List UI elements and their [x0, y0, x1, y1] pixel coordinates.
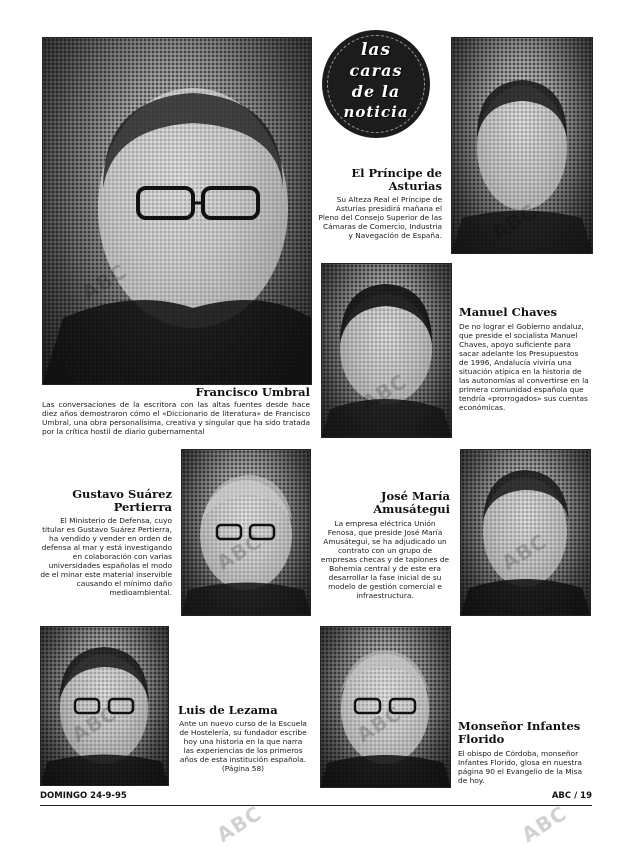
name-monsenor-infantes-florido: Monseñor Infantes Florido [458, 719, 581, 746]
footer-page-number: ABC / 19 [551, 791, 592, 801]
footer-date: DOMINGO 24-9-95 [40, 791, 127, 801]
abc-watermark: ABC [212, 800, 267, 847]
photo-gustavo-suarez-pertierra [181, 449, 311, 616]
portrait-silhouette-icon [41, 627, 168, 785]
photo-francisco-umbral [42, 37, 312, 385]
badge-word-3: de la [351, 82, 401, 101]
photo-luis-de-lezama [40, 626, 169, 786]
badge-word-1: las [360, 40, 392, 60]
text-jose-maria-amusategui: La empresa eléctrica Unión Fenosa, que preside José María Amusátegui, se ha adjudicado un contrato con un grupo de empresas checas y de tapiones de Bohemia central y de este era desarrollar la fase inicial de su modelo de gestión comercial e infraestructura. [320, 519, 450, 600]
text-francisco-umbral: Las conversaciones de la escritora con las altas fuentes desde hace diez años demostraron cómo el «Diccionario de literatura» de Francisco Umbral, una obra personalísima, creativa y singular que ha sido tratada por la crítica hostil de diario gubernamental [42, 400, 310, 436]
name-francisco-umbral: Francisco Umbral [195, 385, 310, 399]
portrait-silhouette-icon [322, 264, 451, 437]
name-principe-asturias: El Príncipe de Asturias [351, 166, 442, 193]
badge-word-2: caras [349, 61, 403, 80]
badge-word-4: noticia [343, 103, 409, 121]
portrait-silhouette-icon [43, 38, 311, 384]
portrait-silhouette-icon [461, 450, 590, 615]
portrait-silhouette-icon [182, 450, 310, 615]
las-caras-de-la-noticia-badge [322, 30, 430, 138]
footer-rule [40, 805, 592, 806]
text-principe-asturias: Su Alteza Real el Príncipe de Asturias presidirá mañana el Pleno del Consejo Superior de las Cámaras de Comercio, Industria y Navegación de España. [318, 195, 442, 240]
text-gustavo-suarez-pertierra: El Ministerio de Defensa, cuyo titular es Gustavo Suárez Pertierra, ha vendido y vender en orden de defensa al mar y está investigando en colaboración con varias universidades españolas el modo de el minar este material inservible causando el mínimo daño medioambiental. [40, 516, 172, 597]
photo-monsenor-infantes-florido [320, 626, 451, 788]
text-luis-de-lezama: Ante un nuevo curso de la Escuela de Hostelería, su fundador escribe hoy una historia en la que narra las experiencias de los primeros años de esta institución española. (Página 58) [179, 719, 307, 773]
abc-watermark: ABC [517, 800, 572, 847]
name-luis-de-lezama: Luis de Lezama [178, 703, 278, 717]
photo-manuel-chaves [321, 263, 452, 438]
portrait-silhouette-icon [452, 38, 592, 253]
name-jose-maria-amusategui: José María Amusátegui [373, 489, 450, 516]
portrait-silhouette-icon [321, 627, 450, 787]
photo-jose-maria-amusategui [460, 449, 591, 616]
text-monsenor-infantes-florido: El obispo de Córdoba, monseñor Infantes Florido, glosa en nuestra página 90 el Evangelio de la Misa de hoy. [458, 749, 583, 785]
name-gustavo-suarez-pertierra: Gustavo Suárez Pertierra [72, 487, 172, 514]
name-manuel-chaves: Manuel Chaves [459, 305, 558, 319]
text-manuel-chaves: De no lograr el Gobierno andaluz, que preside el socialista Manuel Chaves, apoyo suficiente para sacar adelante los Presupuestos de 1996, Andalucía viviría una situación atípica en la historia de las autonomías al convertirse en la primera comunidad española que tendría «prorrogados» sus cuentas económicas. [459, 322, 589, 412]
photo-principe-asturias [451, 37, 593, 254]
